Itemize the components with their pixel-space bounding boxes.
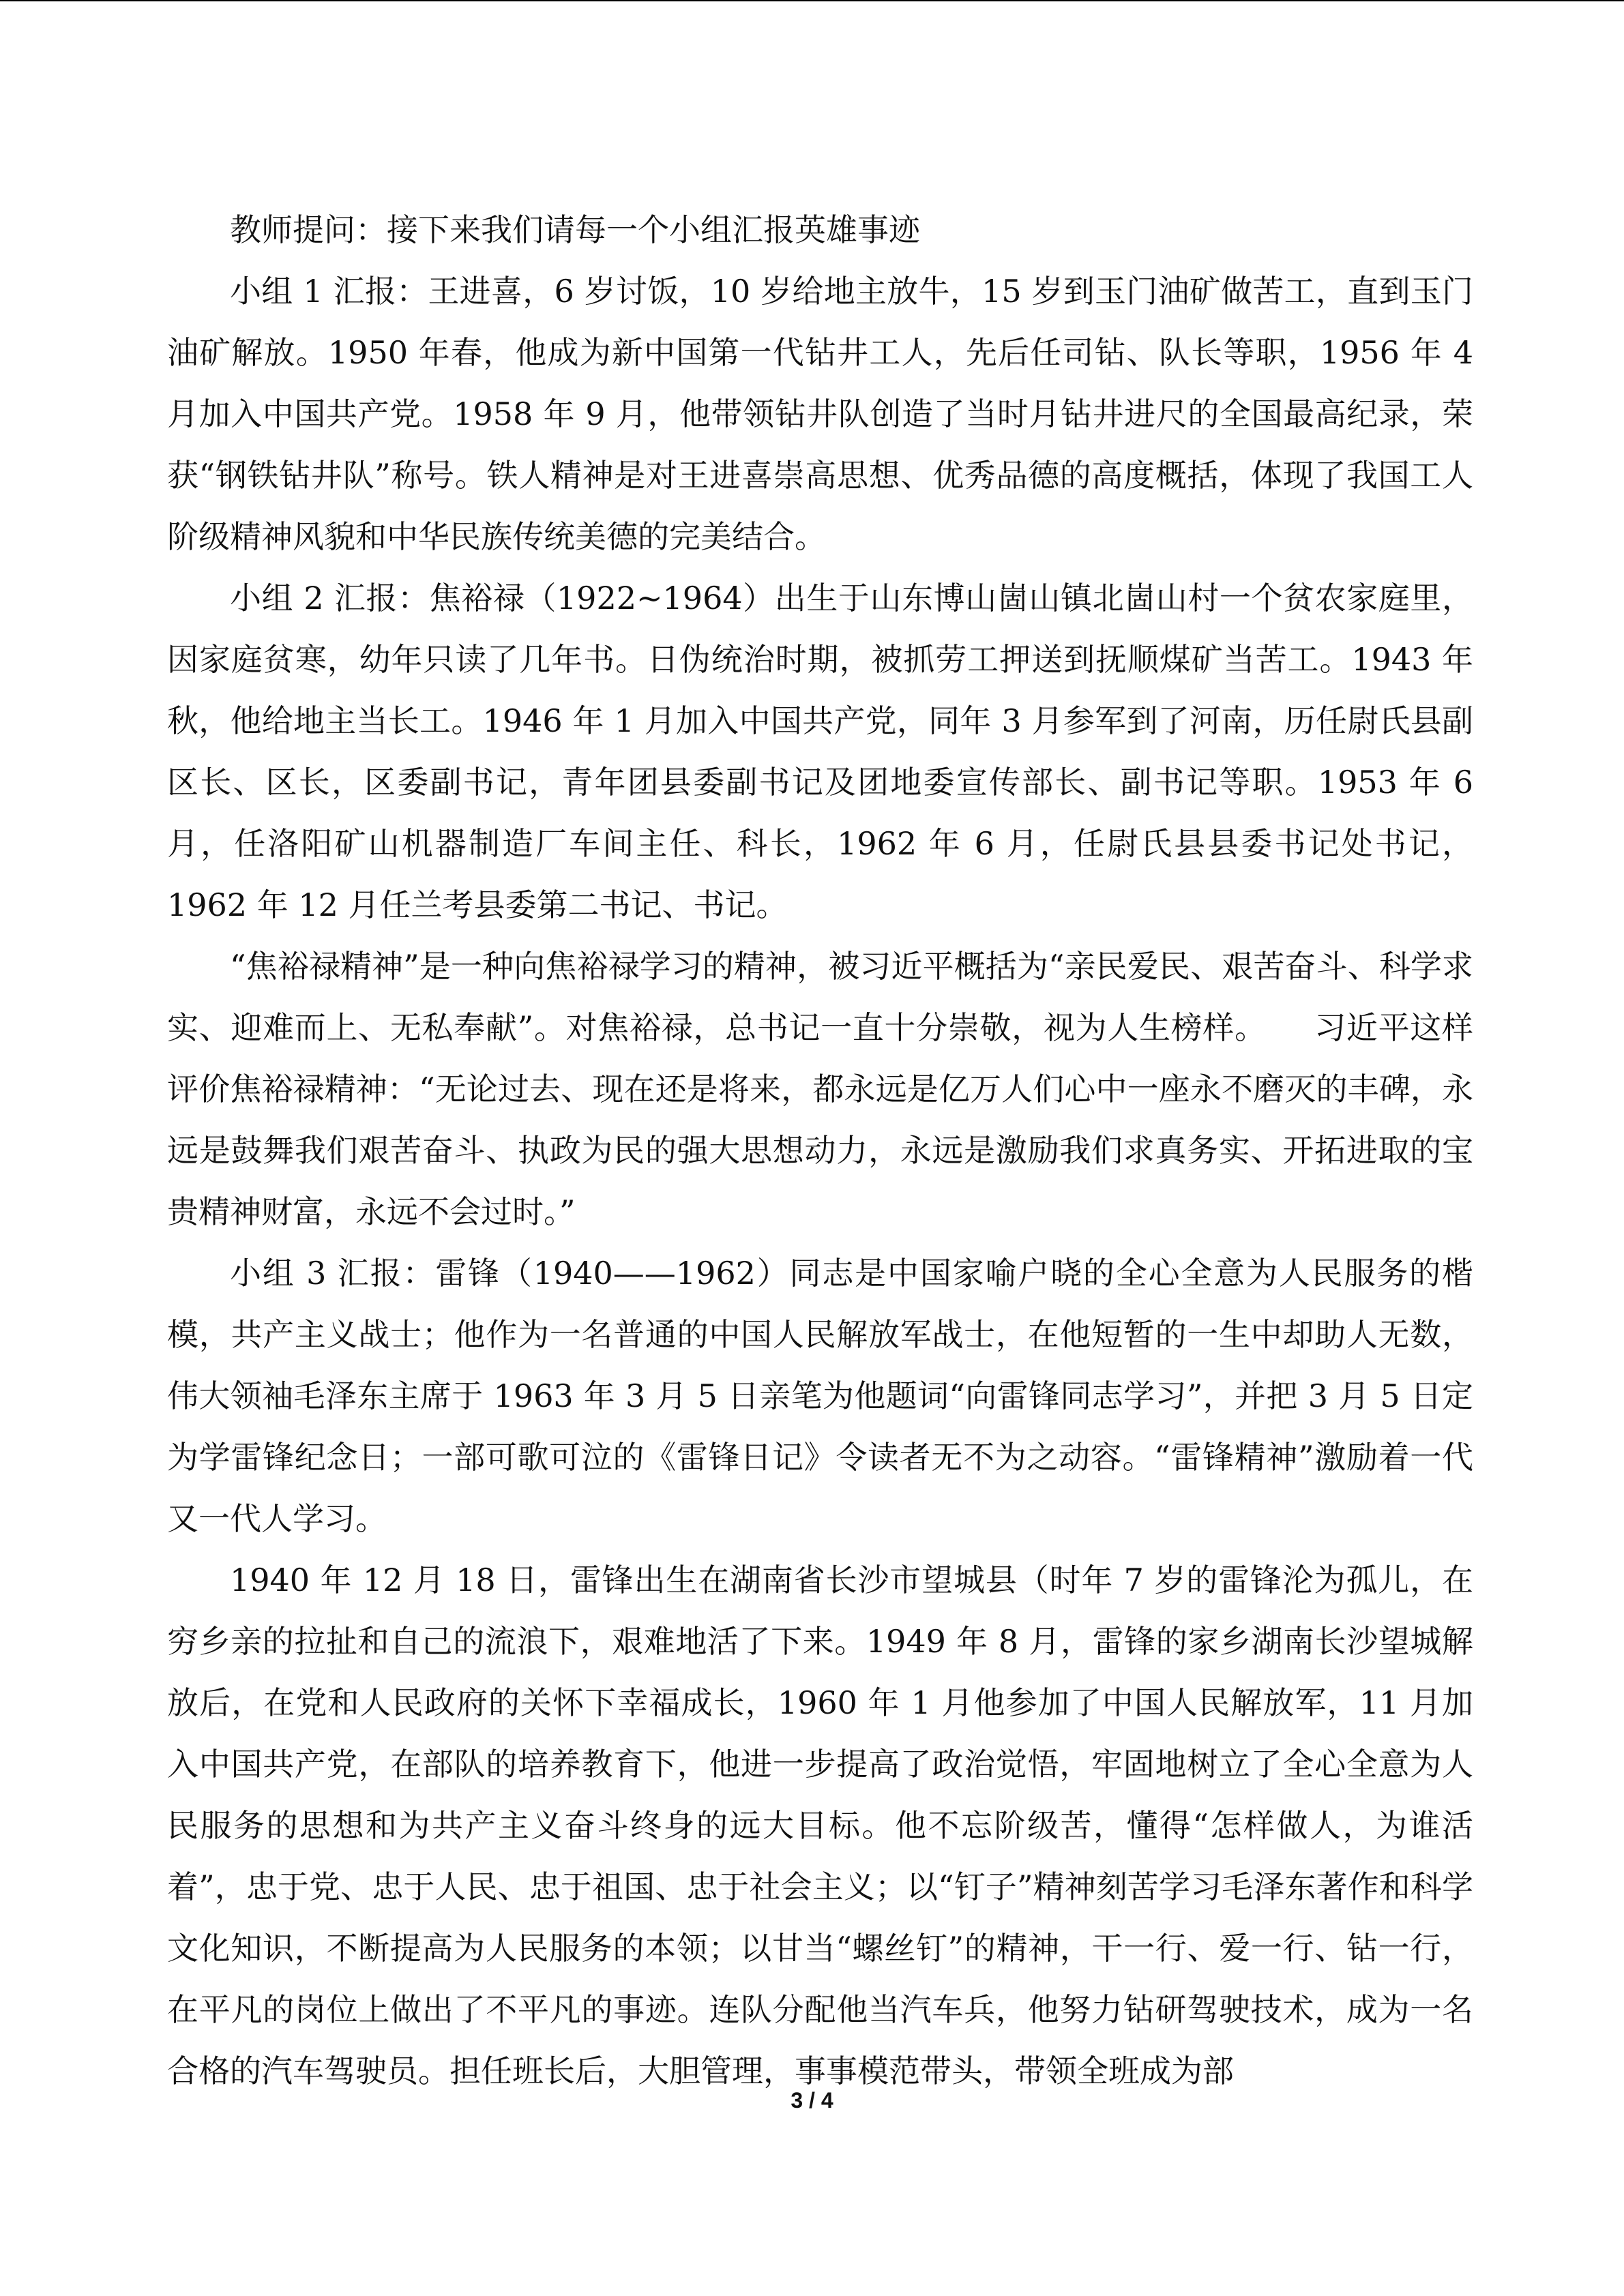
paragraph-group-2-report: 小组 2 汇报：焦裕禄（1922~1964）出生于山东博山崮山镇北崮山村一个贫农家庭里，因家庭贫寒，幼年只读了几年书。日伪统治时期，被抓劳工押送到抚顺煤矿当苦工。1943 年秋，他给地主当长工。1946 年 1 月加入中国共产党，同年 3 月参军到了河南，历任尉氏县副区长、区长，区委副书记，青年团县委副书记及团地委宣传部长、副书记等职。1953 年 6 月，任洛阳矿山机器制造厂车间主任、科长，1962 年 6 月，任尉氏县县委书记处书记，1962 年 12 月任兰考县委第二书记、书记。 [167, 580, 1473, 923]
page-number: 3 / 4 [791, 2088, 833, 2113]
paragraph-jiao-yulu-spirit: “焦裕禄精神”是一种向焦裕禄学习的精神，被习近平概括为“亲民爱民、艰苦奋斗、科学求实、迎难而上、无私奉献”。对焦裕禄，总书记一直十分崇敬，视为人生榜样。 习近平这样评价焦裕禄精神：“无论过去、现在还是将来，都永远是亿万人们心中一座永不磨灭的丰碑，永远是鼓舞我们艰苦奋斗、执政为民的强大思想动力，永远是激励我们求真务实、开拓进取的宝贵精神财富，永远不会过时。” [167, 948, 1473, 1230]
paragraph-group-1-report: 小组 1 汇报：王进喜，6 岁讨饭，10 岁给地主放牛，15 岁到玉门油矿做苦工，直到玉门油矿解放。1950 年春，他成为新中国第一代钻井工人，先后任司钻、队长等职，1956 年 4 月加入中国共产党。1958 年 9 月，他带领钻井队创造了当时月钻井进尺的全国最高纪录，荣获“钢铁钻井队”称号。铁人精神是对王进喜崇高思想、优秀品德的高度概括，体现了我国工人阶级精神风貌和中华民族传统美德的完美结合。 [167, 273, 1473, 555]
paragraph-teacher-question: 教师提问：接下来我们请每一个小组汇报英雄事迹 [230, 211, 920, 248]
document-body [167, 199, 1473, 2102]
paragraph-lei-feng-biography: 1940 年 12 月 18 日，雷锋出生在湖南省长沙市望城县（时年 7 岁的雷锋沦为孤儿，在穷乡亲的拉扯和自己的流浪下，艰难地活了下来。1949 年 8 月，雷锋的家乡湖南长沙望城解放后，在党和人民政府的关怀下幸福成长，1960 年 1 月他参加了中国人民解放军，11 月加入中国共产党，在部队的培养教育下，他进一步提高了政治觉悟，牢固地树立了全心全意为人民服务的思想和为共产主义奋斗终身的远大目标。他不忘阶级苦，懂得“怎样做人，为谁活着”，忠于党、忠于人民、忠于祖国、忠于社会主义；以“钉子”精神刻苦学习毛泽东著作和科学文化知识，不断提高为人民服务的本领；以甘当“螺丝钉”的精神，干一行、爱一行、钻一行，在平凡的岗位上做出了不平凡的事迹。连队分配他当汽车兵，他努力钻研驾驶技术，成为一名合格的汽车驾驶员。担任班长后，大胆管理，事事模范带头，带领全班成为部 [167, 1562, 1473, 2089]
paragraph-group-3-report: 小组 3 汇报：雷锋（1940——1962）同志是中国家喻户晓的全心全意为人民服务的楷模，共产主义战士；他作为一名普通的中国人民解放军战士，在他短暂的一生中却助人无数，伟大领袖毛泽东主席于 1963 年 3 月 5 日亲笔为他题词“向雷锋同志学习”，并把 3 月 5 日定为学雷锋纪念日；一部可歌可泣的《雷锋日记》令读者无不为之动容。“雷锋精神”激励着一代又一代人学习。 [167, 1255, 1473, 1537]
